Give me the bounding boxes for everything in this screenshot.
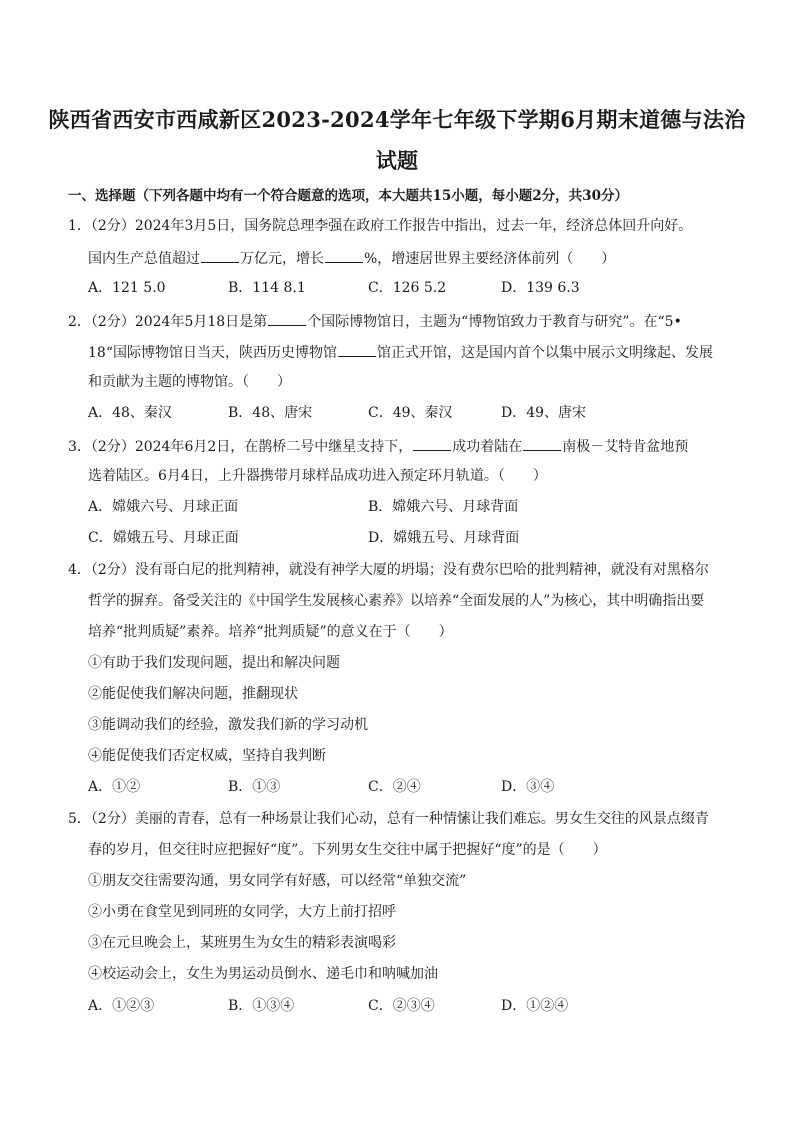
answer-blank (413, 436, 451, 451)
question-2-line-2: 18“国际博物馆日当天，陕西历史博物馆 馆正式开馆，这是国内首个以集中展示文明缘起、发展 (88, 342, 713, 362)
option-c: C．②④ (368, 779, 421, 795)
option-c: C．②③④ (368, 998, 435, 1014)
statement-2: ②小勇在食堂见到同班的女同学，大方上前打招呼 (88, 904, 396, 920)
option-b: B．48、唐宋 (228, 405, 313, 421)
option-d: D．139 6.3 (501, 280, 580, 296)
question-number: 4． (68, 562, 91, 578)
question-2-line-3: 和贡献为主题的博物馆。（ ） (88, 374, 291, 390)
question-number: 1． (68, 218, 91, 234)
statement-1: ①朋友交往需要沟通，男女同学有好感，可以经常“单独交流” (88, 873, 467, 889)
option-b: B．①③ (228, 779, 281, 795)
statement-1: ①有助于我们发现问题，提出和解决问题 (88, 655, 340, 671)
option-d: D．③④ (501, 779, 555, 795)
question-4-line-1: 4．（2分）没有哥白尼的批判精神，就没有神学大厦的坍塌；没有费尔巴哈的批判精神，就没有对黑格尔 (68, 562, 709, 578)
answer-blank (325, 248, 363, 263)
question-3-line-1: 3．（2分）2024年6月2日，在鹊桥二号中继星支持下， 成功着陆在 南极－艾特肯盆地预 (68, 436, 688, 456)
statement-2: ②能促使我们解决问题，推翻现状 (88, 686, 298, 702)
option-d: D．49、唐宋 (501, 405, 587, 421)
statement-3: ③能调动我们的经验，激发我们新的学习动机 (88, 717, 368, 733)
statement-4: ④校运动会上，女生为男运动员倒水、递毛巾和呐喊加油 (88, 966, 438, 982)
statement-3: ③在元旦晚会上，某班男生为女生的精彩表演喝彩 (88, 935, 396, 951)
answer-blank (523, 436, 561, 451)
question-2-line-1: 2．（2分）2024年5月18日是第 个国际博物馆日，主题为“博物馆致力于教育与研究”。在“5• (68, 311, 682, 331)
answer-blank (338, 342, 376, 357)
option-c: C．126 5.2 (368, 280, 447, 296)
answer-blank (268, 311, 306, 326)
section-heading: 一、选择题（下列各题中均有一个符合题意的选项，本大题共15小题，每小题2分，共30分） (68, 188, 628, 204)
question-number: 5． (68, 811, 91, 827)
question-number: 3． (68, 439, 91, 455)
question-3-line-2: 选着陆区。6月4日，上升器携带月球样品成功进入预定环月轨道。（ ） (88, 468, 547, 484)
option-a: A．①②③ (88, 998, 155, 1014)
exam-title-cont: 试题 (375, 148, 419, 173)
question-number: 2． (68, 314, 91, 330)
option-b: B．嫦娥六号、月球背面 (368, 499, 519, 515)
option-c: C．49、秦汉 (368, 405, 453, 421)
answer-blank (201, 248, 239, 263)
option-a: A．①② (88, 779, 141, 795)
option-d: D．嫦娥五号、月球背面 (368, 530, 520, 546)
option-c: C．嫦娥五号、月球正面 (88, 530, 239, 546)
exam-title: 陕西省西安市西咸新区2023-2024学年七年级下学期6月期末道德与法治 (48, 107, 746, 132)
question-5-line-2: 春的岁月，但交往时应把握好“度”。下列男女生交往中属于把握好“度”的是（ ） (88, 842, 607, 858)
option-a: A．嫦娥六号、月球正面 (88, 499, 239, 515)
question-4-line-3: 培养“批判质疑”素养。培养“批判质疑”的意义在于（ ） (88, 624, 453, 640)
question-1-line-1: 1．（2分）2024年3月5日，国务院总理李强在政府工作报告中指出，过去一年，经济总体回升向好。 (68, 218, 693, 234)
option-b: B．①③④ (228, 998, 295, 1014)
option-a: A．48、秦汉 (88, 405, 172, 421)
question-5-line-1: 5．（2分）美丽的青春，总有一种场景让我们心动，总有一种情愫让我们难忘。男女生交往的风景点缀青 (68, 811, 709, 827)
option-d: D．①②④ (501, 998, 569, 1014)
question-1-line-2: 国内生产总值超过 万亿元，增长 %，增速居世界主要经济体前列（ ） (88, 248, 615, 268)
option-a: A．121 5.0 (88, 280, 166, 296)
option-b: B．114 8.1 (228, 280, 306, 296)
question-4-line-2: 哲学的摒弃。备受关注的《中国学生发展核心素养》以培养“全面发展的人”为核心，其中明确指出要 (88, 593, 705, 609)
statement-4: ④能促使我们否定权威，坚持自我判断 (88, 748, 326, 764)
